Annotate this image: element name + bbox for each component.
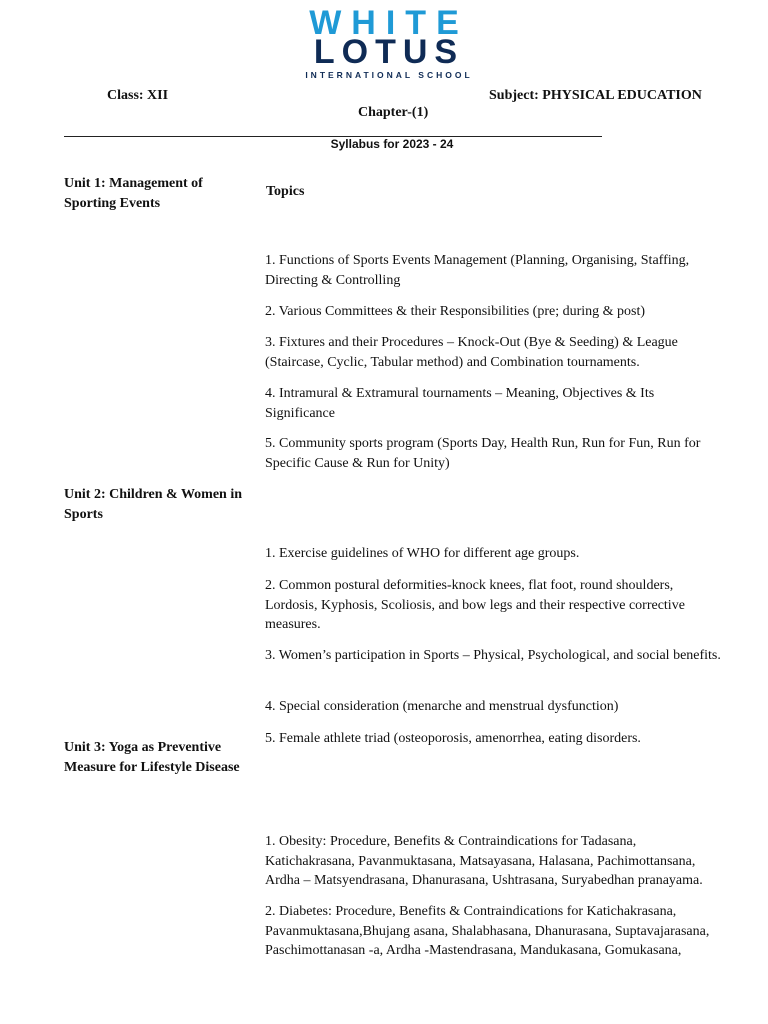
unit-3-topic-1: 1. Obesity: Procedure, Benefits & Contraindications for Tadasana, Katichakrasana, Pavanmuktasana, Matsayasana, Halasana, Pachimottansana, Ardha – Matsyendrasana, Dhanurasana, Ushtrasana, Suryabedhan pranayama. (265, 834, 703, 888)
unit-2-title: Unit 2: Children & Women in Sports (64, 487, 243, 522)
unit-2-topic-2: 2. Common postural deformities-knock knees, flat foot, round shoulders, Lordosis, Kyphosis, Scoliosis, and bow legs and their respective corrective measures. (265, 578, 685, 632)
unit-1-topic-1: 1. Functions of Sports Events Management (Planning, Organising, Staffing, Directing & Controlling (265, 253, 690, 288)
unit-1-title: Unit 1: Management of Sporting Events (64, 176, 203, 211)
unit-3-topic-2: 2. Diabetes: Procedure, Benefits & Contraindications for Katichakrasana, Pavanmuktasana,Bhujang asana, Shalabhasana, Dhanurasana, Suptavajarasana, Paschimottanasan -a, Ardha -Mastendrasana, Mandukasana, Gomukasana, (265, 904, 710, 958)
unit-1-topic-3: 3. Fixtures and their Procedures – Knock-Out (Bye & Seeding) & League (Staircase, Cyclic, Tabular method) and Combination tournaments. (265, 335, 678, 370)
unit-2-topic-4: 4. Special consideration (menarche and menstrual dysfunction) (265, 699, 619, 714)
unit-1-topic-5: 5. Community sports program (Sports Day, Health Run, Run for Fun, Run for Specific Cause & Run for Unity) (265, 436, 701, 471)
logo-line-white: WHITE (309, 4, 469, 42)
topics-heading: Topics (266, 184, 305, 199)
unit-1-topic-4: 4. Intramural & Extramural tournaments – Meaning, Objectives & Its Significance (265, 386, 655, 421)
unit-2-topic-5: 5. Female athlete triad (osteoporosis, amenorrhea, eating disorders. (265, 731, 641, 746)
unit-3-title: Unit 3: Yoga as Preventive Measure for Lifestyle Disease (64, 740, 240, 775)
logo-line-school: INTERNATIONAL SCHOOL (305, 70, 473, 80)
unit-1-topic-2: 2. Various Committees & their Responsibilities (pre; during & post) (265, 304, 646, 319)
subject-label: Subject: PHYSICAL EDUCATION (489, 88, 702, 103)
logo-line-lotus: LOTUS (313, 33, 465, 71)
syllabus-title: Syllabus for 2023 - 24 (330, 137, 454, 151)
unit-2-topic-1: 1. Exercise guidelines of WHO for different age groups. (265, 546, 580, 561)
class-label: Class: XII (107, 88, 169, 103)
chapter-label: Chapter-(1) (358, 105, 429, 120)
unit-2-topic-3: 3. Women’s participation in Sports – Physical, Psychological, and social benefits. (265, 648, 721, 663)
school-logo (276, 4, 502, 80)
